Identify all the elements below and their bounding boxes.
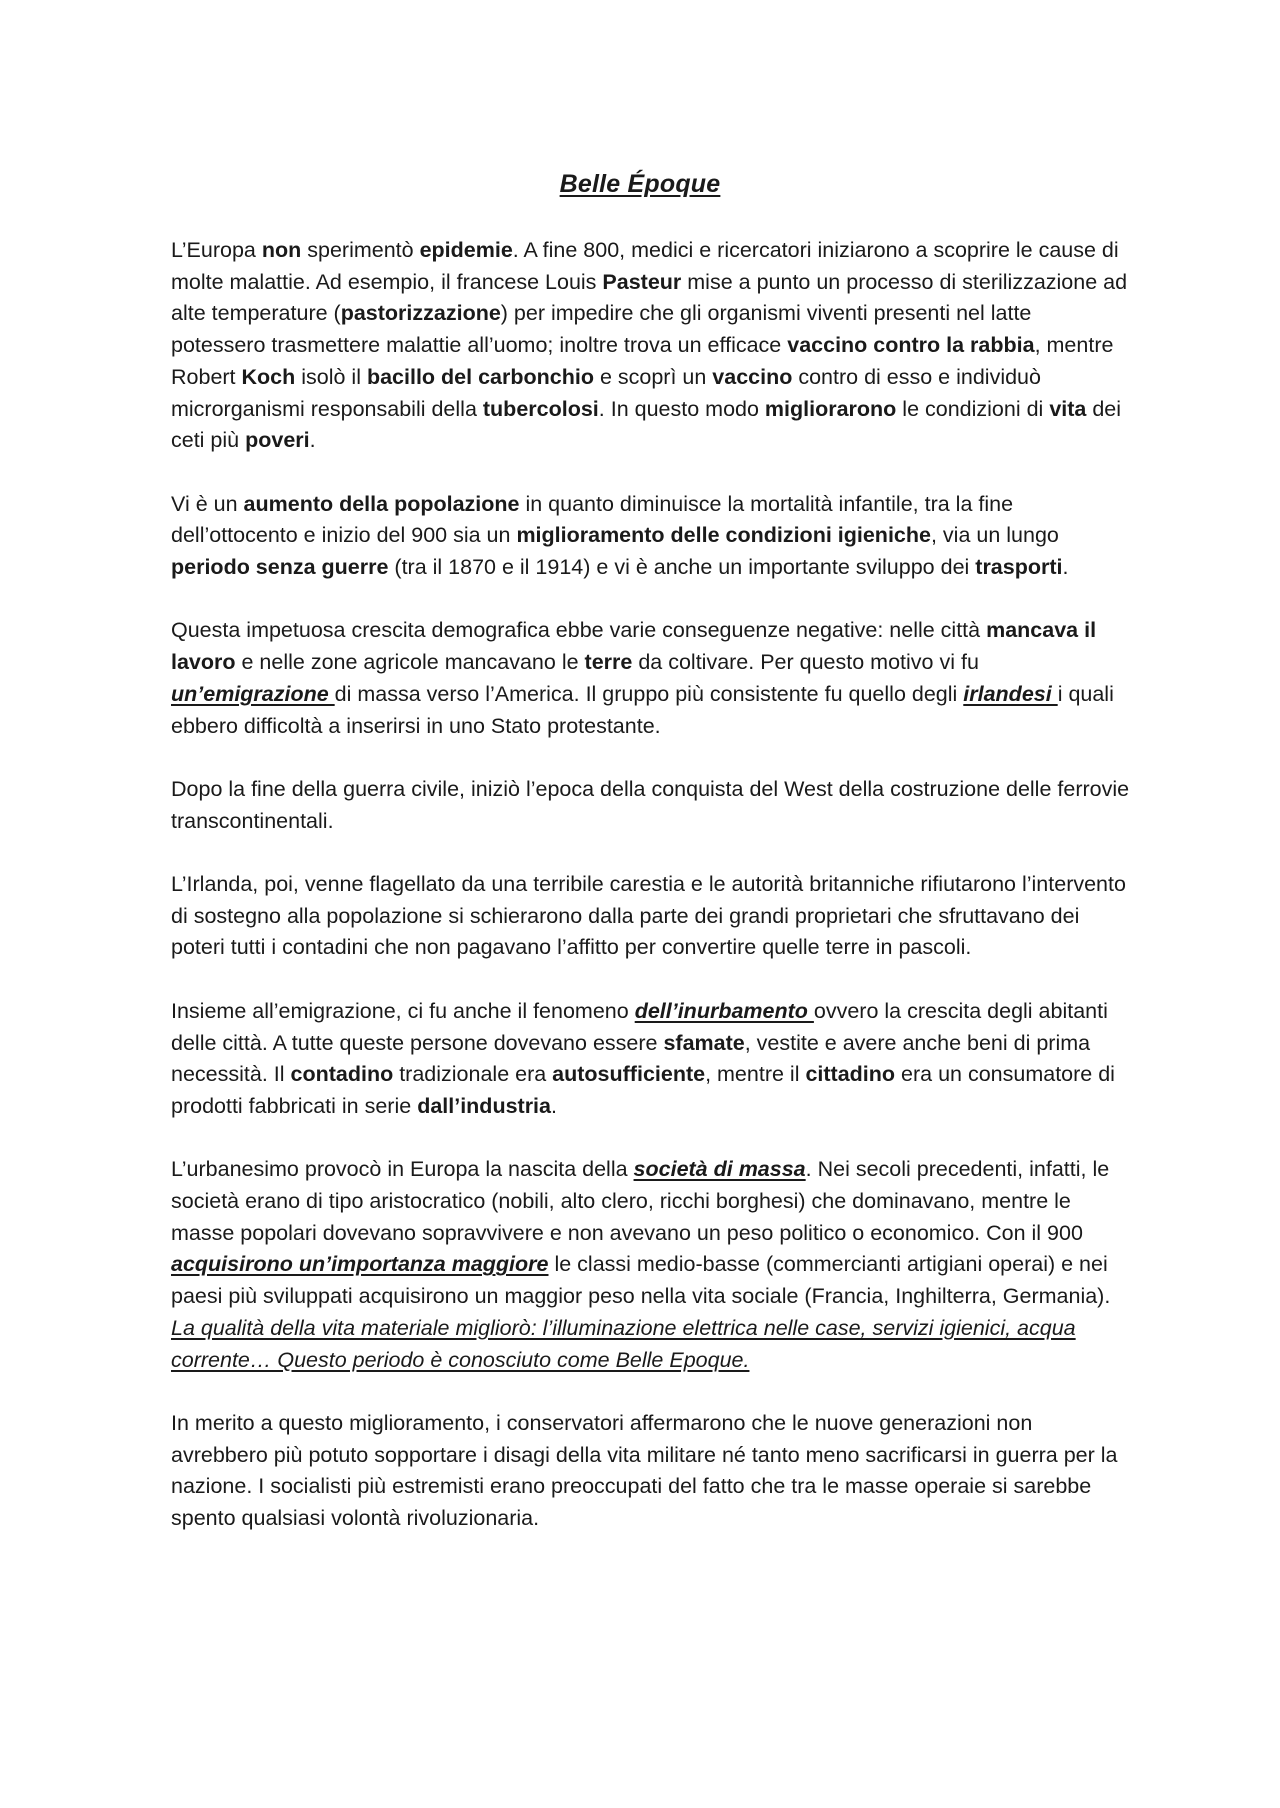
emphasized-text: trasporti [975,555,1063,580]
document-body [171,235,1131,1566]
emphasized-text: miglioramento delle condizioni igieniche [516,523,931,548]
text-run: tradizionale era [393,1062,553,1087]
text-run: dei ceti più [171,396,1122,453]
paragraph [171,489,1131,584]
text-run: . In questo modo [598,396,765,421]
text-run: Questa impetuosa crescita demografica ebbe varie conseguenze negative: nelle città [171,618,987,643]
emphasized-text: terre [584,650,633,675]
emphasized-text: irlandesi [963,681,1058,706]
emphasized-text: vaccino [712,364,793,389]
text-run: sperimentò [301,238,420,262]
emphasized-text: periodo senza guerre [171,555,389,580]
text-run: le condizioni di [896,396,1050,421]
text-run: da coltivare. Per questo motivo vi fu [632,650,979,675]
text-run: , mentre Robert [171,333,1114,389]
paragraph [171,235,1131,457]
emphasized-text: La qualità della vita materiale migliorò: l’illuminazione elettrica nelle case, servizi igienici, acqua corrente… Questo periodo è conosciuto come Belle Epoque. [171,1315,1076,1372]
text-run: Dopo la fine della guerra civile, iniziò l’epoca della conquista del West della costruzione delle ferrovie transcontinentali. [171,776,1130,833]
paragraph [171,615,1131,742]
emphasized-text: migliorarono [764,396,897,421]
text-run: di massa verso l’America. Il gruppo più consistente fu quello degli [334,681,964,706]
emphasized-text: dell’inurbamento [634,998,814,1023]
text-run: . A fine 800, medici e ricercatori iniziarono a scoprire le cause di molte malattie. Ad esempio, il francese Louis [171,238,1119,294]
text-run: era un consumatore di prodotti fabbricati in serie [171,1062,1115,1118]
emphasized-text: non [261,238,302,262]
emphasized-text: dall’industria [417,1093,551,1118]
emphasized-text: vita [1049,396,1087,421]
text-run: (tra il 1870 e il 1914) e vi è anche un importante sviluppo dei [388,555,976,580]
text-run: i quali ebbero difficoltà a inserirsi in uno Stato protestante. [171,681,1114,738]
text-run: . [309,428,316,453]
paragraph [171,774,1131,837]
emphasized-text: epidemie [419,238,513,262]
text-run: L’urbanesimo provocò in Europa la nascita della [171,1157,634,1182]
emphasized-text: vaccino contro la rabbia [787,333,1035,358]
text-run: isolò il [295,364,367,389]
emphasized-text: contadino [290,1062,394,1087]
page-title: Belle Époque [559,170,721,198]
text-run: . Nei secoli precedenti, infatti, le società erano di tipo aristocratico (nobili, alto clero, ricchi borghesi) che dominavano, mentre le masse popolari dovevano sopravvivere e non avevano un peso politico o economico. Con il 900 [171,1157,1110,1245]
emphasized-text: Pasteur [602,269,682,294]
text-run: In merito a questo miglioramento, i conservatori affermarono che le nuove generazioni non avrebbero più potuto sopportare i disagi della vita militare né tanto meno sacrificarsi in guerra per la nazione. I socialisti più estremisti erano preoccupati del fatto che tra le masse operaie si sarebbe spento qualsiasi volontà rivoluzionaria. [171,1410,1118,1531]
emphasized-text: cittadino [805,1062,896,1087]
emphasized-text: poveri [245,428,310,453]
text-run: e scoprì un [593,364,713,389]
text-run: . [1062,555,1069,580]
emphasized-text: società di massa [633,1157,806,1182]
text-run: le classi medio-basse (commercianti artigiani operai) e nei paesi più sviluppati acquisirono un maggior peso nella vita sociale (Francia, Inghilterra, Germania). [171,1252,1111,1309]
text-run: , vestite e avere anche beni di prima necessità. Il [171,1030,1091,1087]
emphasized-text: acquisirono un’importanza maggiore [171,1252,549,1277]
paragraph [171,869,1131,964]
emphasized-text: aumento della popolazione [243,491,520,516]
emphasized-text: bacillo del carbonchio [366,364,594,389]
text-run: ovvero la crescita degli abitanti delle città. A tutte queste persone dovevano essere [171,998,1108,1055]
emphasized-text: autosufficiente [552,1062,706,1087]
text-run: , mentre il [705,1062,806,1087]
text-run: mise a punto un processo di sterilizzazione ad alte temperature ( [171,269,1128,326]
paragraph [171,996,1131,1123]
text-run: Vi è un [171,491,244,516]
emphasized-text: tubercolosi [482,396,599,421]
text-run: L’Europa [171,238,262,262]
text-run: , via un lungo [930,523,1059,548]
emphasized-text: pastorizzazione [340,301,501,326]
emphasized-text: sfamate [663,1030,745,1055]
paragraph [171,1154,1131,1313]
text-run: . [551,1093,557,1118]
paragraph [171,1313,1131,1376]
text-run: in quanto diminuisce la mortalità infantile, tra la fine dell’ottocento e inizio del 900 sia un [171,491,1014,548]
text-run: L’Irlanda, poi, venne flagellato da una terribile carestia e le autorità britanniche rifiutarono l’intervento di sostegno alla popolazione si schierarono dalla parte dei grandi proprietari che sfruttavano dei poteri tutti i contadini che non pagavano l’affitto per convertire quelle terre in pascoli. [171,872,1126,960]
emphasized-text: mancava il lavoro [171,618,1097,675]
emphasized-text: un’emigrazione [171,681,335,706]
text-run: Insieme all’emigrazione, ci fu anche il fenomeno [171,998,635,1023]
text-run: e nelle zone agricole mancavano le [235,650,585,675]
text-run: ) per impedire che gli organismi viventi presenti nel latte potessero trasmettere malattie all’uomo; inoltre trova un efficace [171,301,1032,358]
text-run: contro di esso e individuò microrganismi responsabili della [171,364,1041,421]
emphasized-text: Koch [241,364,296,389]
paragraph [171,1408,1131,1535]
